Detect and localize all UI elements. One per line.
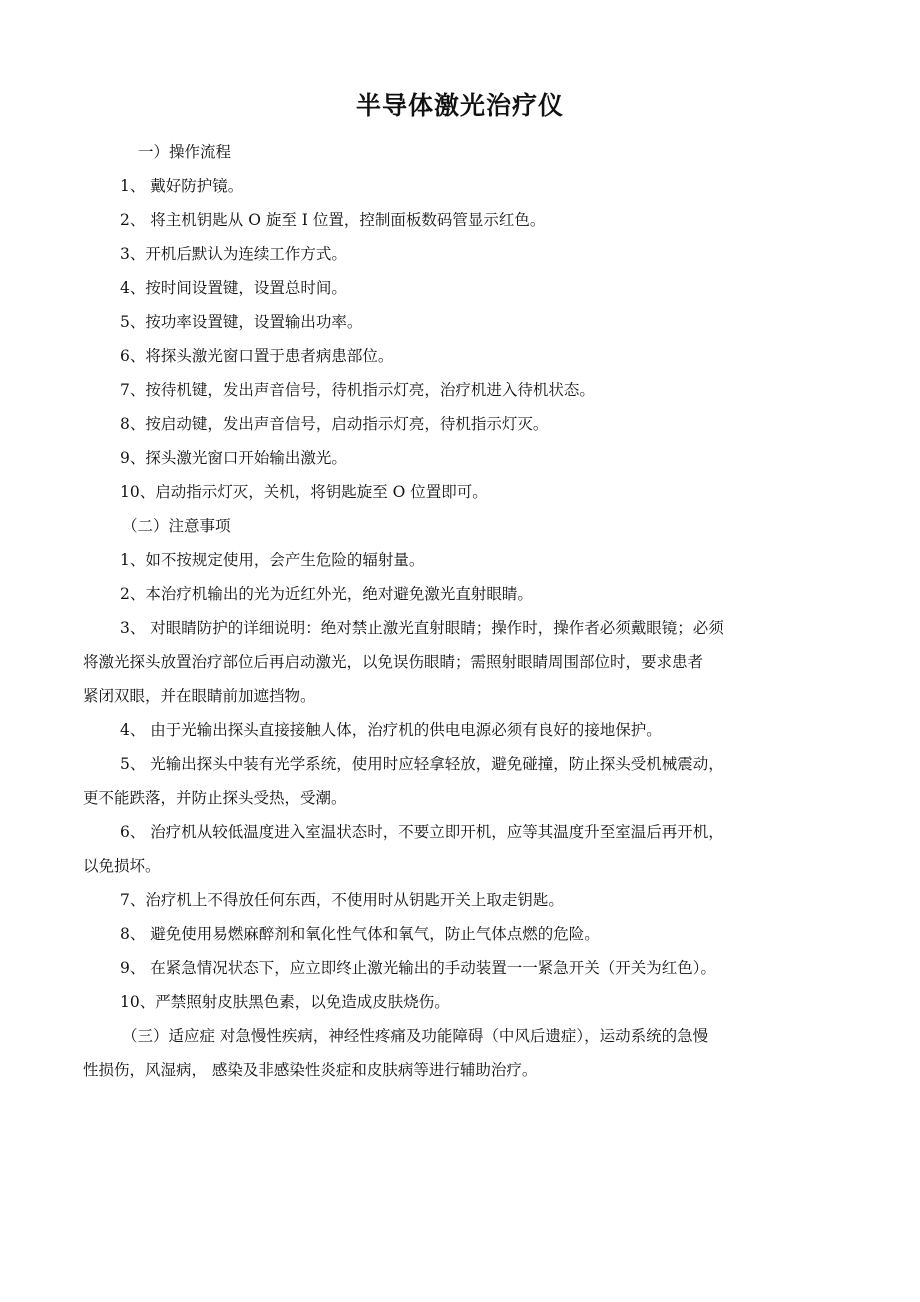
list-item: 2、 将主机钥匙从 O 旋至 I 位置，控制面板数码管显示红色。	[120, 211, 546, 229]
section-indications: （三）适应症 对急慢性疾病，神经性疼痛及功能障碍（中风后遗症），运动系统的急慢	[122, 1027, 709, 1045]
document-title: 半导体激光治疗仪	[355, 91, 564, 120]
list-item: 10、启动指示灯灭，关机，将钥匙旋至 O 位置即可。	[120, 483, 488, 501]
list-item-continuation: 以免损坏。	[83, 857, 161, 875]
list-item: 5、 光输出探头中装有光学系统，使用时应轻拿轻放，避免碰撞，防止探头受机械震动，	[120, 755, 724, 773]
list-item-continuation: 将激光探头放置治疗部位后再启动激光，以免误伤眼睛；需照射眼睛周围部位时，要求患者	[83, 653, 704, 671]
list-item: 9、探头激光窗口开始输出激光。	[120, 449, 347, 467]
list-item: 1、如不按规定使用，会产生危险的辐射量。	[120, 551, 425, 569]
list-item: 7、按待机键，发出声音信号，待机指示灯亮，治疗机进入待机状态。	[120, 381, 595, 399]
list-item: 10、严禁照射皮肤黑色素，以免造成皮肤烧伤。	[120, 993, 450, 1011]
list-item: 3、 对眼睛防护的详细说明：绝对禁止激光直射眼睛；操作时，操作者必须戴眼镜；必须	[120, 619, 724, 637]
list-item: 7、治疗机上不得放任何东西，不使用时从钥匙开关上取走钥匙。	[120, 891, 564, 909]
section-indications-continuation: 性损伤，风湿病， 感染及非感染性炎症和皮肤病等进行辅助治疗。	[83, 1061, 538, 1079]
list-item: 9、 在紧急情况状态下，应立即终止激光输出的手动装置一一紧急开关（开关为红色）。	[120, 959, 717, 977]
list-item: 4、 由于光输出探头直接接触人体，治疗机的供电电源必须有良好的接地保护。	[120, 721, 662, 739]
list-item-continuation: 更不能跌落，并防止探头受热，受潮。	[83, 789, 347, 807]
list-item-continuation: 紧闭双眼，并在眼睛前加遮挡物。	[83, 687, 316, 705]
list-item: 6、 治疗机从较低温度进入室温状态时，不要立即开机，应等其温度升至室温后再开机，	[120, 823, 724, 841]
section-heading-operation: 一）操作流程	[138, 143, 232, 161]
section-heading-precautions: （二）注意事项	[122, 517, 231, 535]
list-item: 8、 避免使用易燃麻醉剂和氧化性气体和氧气，防止气体点燃的危险。	[120, 925, 600, 943]
list-item: 1、 戴好防护镜。	[120, 177, 244, 195]
list-item: 2、本治疗机输出的光为近红外光，绝对避免激光直射眼睛。	[120, 585, 533, 603]
list-item: 6、将探头激光窗口置于患者病患部位。	[120, 347, 394, 365]
list-item: 8、按启动键，发出声音信号，启动指示灯亮，待机指示灯灭。	[120, 415, 549, 433]
list-item: 4、按时间设置键，设置总时间。	[120, 279, 347, 297]
list-item: 3、开机后默认为连续工作方式。	[120, 245, 347, 263]
list-item: 5、按功率设置键，设置输出功率。	[120, 313, 363, 331]
